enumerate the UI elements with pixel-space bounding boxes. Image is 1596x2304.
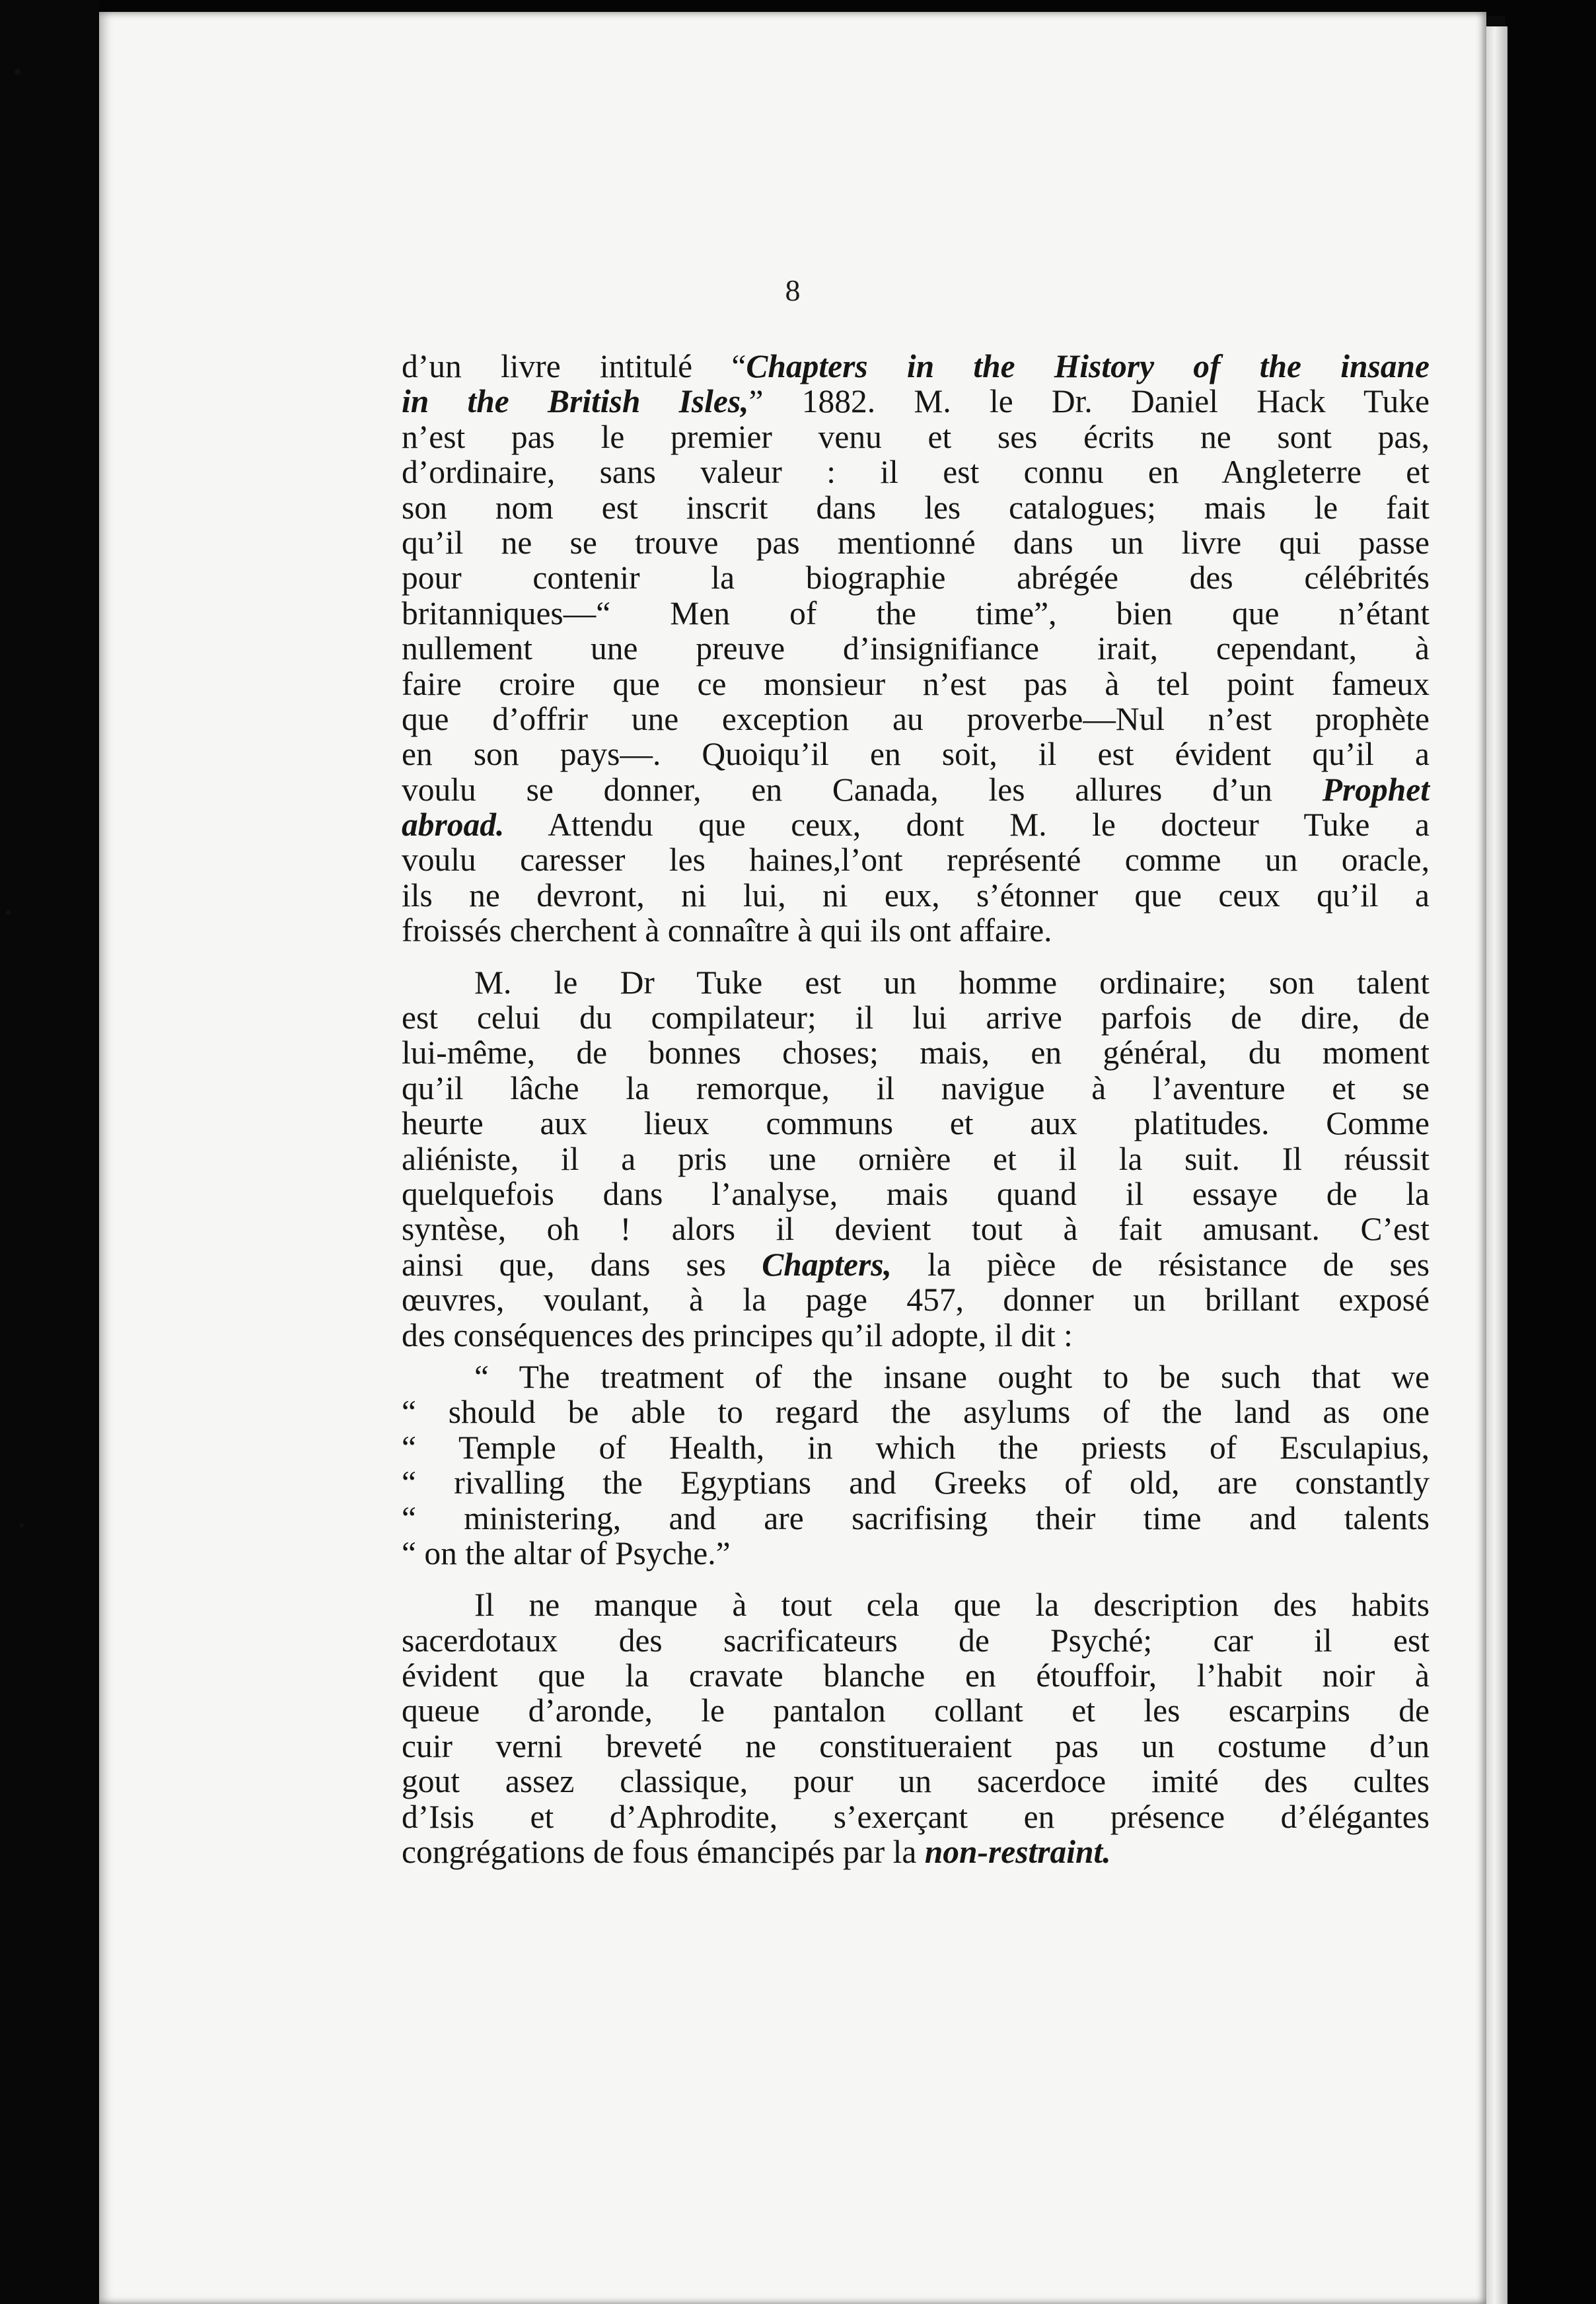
text-line	[402, 1318, 1430, 1353]
text-run: qu’il lâche la remorque, il navigue à l’aventure et se	[402, 1069, 1430, 1106]
text-run: “ should be able to regard the asylums of the land as one	[402, 1394, 1430, 1431]
text-run: d’Isis et d’Aphrodite, s’exerçant en présence d’élégantes	[402, 1798, 1430, 1835]
text-run: congrégations de fous émancipés par la	[402, 1834, 925, 1871]
scan-speck	[15, 69, 20, 75]
text-line	[402, 1071, 1430, 1106]
text-run: son nom est inscrit dans les catalogues; mais le fait	[402, 489, 1430, 526]
text-line	[402, 596, 1430, 631]
text-run: en son pays—. Quoiqu’il en soit, il est évident qu’il a	[402, 736, 1430, 773]
text-run: cuir verni breveté ne constitueraient pas un costume d’un	[402, 1727, 1430, 1764]
text-line	[402, 631, 1430, 666]
text-run: faire croire que ce monsieur n’est pas à tel point fameux	[402, 665, 1430, 702]
scan-speck	[6, 910, 11, 915]
paragraph	[402, 965, 1430, 1353]
scanned-page	[99, 12, 1486, 2304]
text-run: lui-même, de bonnes choses; mais, en général, du moment	[402, 1034, 1430, 1071]
italic-text: non-restraint.	[924, 1834, 1111, 1871]
text-run: aliéniste, il a pris une ornière et il la suit. Il réussit	[402, 1140, 1430, 1177]
text-line	[402, 965, 1430, 1000]
text-run: ils ne devront, ni lui, ni eux, s’étonner que ceux qu’il a	[402, 877, 1430, 914]
text-run: évident que la cravate blanche en étouffoir, l’habit noir à	[402, 1657, 1430, 1694]
text-line	[402, 1693, 1430, 1728]
text-run: “ on the altar of Psyche.”	[402, 1534, 731, 1571]
scan-border-right	[1505, 0, 1596, 2304]
text-run: voulu se donner, en Canada, les allures d’un	[402, 771, 1323, 808]
text-line	[402, 1658, 1430, 1693]
text-line	[402, 1035, 1430, 1070]
scan-border-left	[0, 0, 99, 2304]
scan-speck	[20, 1523, 24, 1527]
text-line	[402, 384, 1430, 419]
text-line	[402, 1465, 1430, 1500]
text-run: quelquefois dans l’analyse, mais quand il essaye de la	[402, 1175, 1430, 1212]
page-number: 8	[785, 273, 801, 307]
text-line	[402, 419, 1430, 454]
text-line	[402, 1501, 1430, 1536]
text-line	[402, 913, 1430, 948]
text-run: froissés cherchent à connaître à qui ils ont affaire.	[402, 912, 1052, 949]
text-line	[402, 878, 1430, 913]
text-run: d’ordinaire, sans valeur : il est connu en Angleterre et	[402, 454, 1430, 491]
text-line	[402, 1394, 1430, 1429]
text-line	[402, 1536, 1430, 1571]
text-line	[402, 1247, 1430, 1282]
text-line	[402, 666, 1430, 702]
text-line	[402, 807, 1430, 842]
text-line	[402, 1359, 1430, 1394]
text-line	[402, 454, 1430, 489]
text-line	[402, 1141, 1430, 1176]
text-run: “ rivalling the Egyptians and Greeks of old, are constantly	[402, 1464, 1430, 1501]
text-run: d’un livre intitulé “	[402, 348, 746, 384]
text-run: n’est pas le premier venu et ses écrits ne sont pas,	[402, 418, 1430, 455]
text-run: pour contenir la biographie abrégée des célébrités	[402, 559, 1430, 596]
text-line	[402, 842, 1430, 877]
text-run: heurte aux lieux communs et aux platitudes. Comme	[402, 1105, 1430, 1142]
italic-text: in the British Isles,	[402, 383, 749, 420]
paragraph-gap	[402, 1571, 1430, 1587]
italic-text: Prophet	[1322, 771, 1430, 808]
paragraph-gap	[402, 949, 1430, 965]
text-run: M. le Dr Tuke est un homme ordinaire; son talent	[474, 964, 1430, 1001]
italic-text: abroad.	[402, 807, 505, 844]
text-run: des conséquences des principes qu’il adopte, il dit :	[402, 1316, 1073, 1353]
text-line	[402, 1834, 1430, 1869]
text-run: gout assez classique, pour un sacerdoce imité des cultes	[402, 1763, 1430, 1800]
text-run: “ The treatment of the insane ought to be such that we	[474, 1358, 1430, 1395]
text-line	[402, 772, 1430, 807]
page-edge	[1486, 26, 1507, 2304]
text-line	[402, 1587, 1430, 1622]
text-line	[402, 1729, 1430, 1764]
quotation	[402, 1359, 1430, 1571]
text-run: ” 1882. M. le Dr. Daniel Hack Tuke	[748, 383, 1430, 420]
text-run: que d’offrir une exception au proverbe—Nul n’est prophète	[402, 700, 1430, 737]
body-text	[402, 349, 1430, 1869]
text-run: nullement une preuve d’insignifiance irait, cependant, à	[402, 630, 1430, 667]
text-line	[402, 1282, 1430, 1317]
text-line	[402, 560, 1430, 595]
paragraph	[402, 1587, 1430, 1869]
text-run: la pièce de résistance de ses	[891, 1246, 1430, 1283]
text-run: britanniques—“ Men of the time”, bien que n’étant	[402, 594, 1430, 631]
text-run: Attendu que ceux, dont M. le docteur Tuke a	[504, 807, 1430, 844]
text-run: ainsi que, dans ses	[402, 1246, 762, 1283]
text-run: voulu caresser les haines,l’ont représenté comme un oracle,	[402, 842, 1430, 879]
text-line	[402, 490, 1430, 525]
text-run: Il ne manque à tout cela que la description des habits	[474, 1587, 1430, 1624]
text-line	[402, 1623, 1430, 1658]
text-run: “ ministering, and are sacrifising their time and talents	[402, 1499, 1430, 1536]
text-line	[402, 1176, 1430, 1211]
text-run: syntèse, oh ! alors il devient tout à fait amusant. C’est	[402, 1211, 1430, 1248]
text-line	[402, 1000, 1430, 1035]
text-line	[402, 349, 1430, 384]
paragraph	[402, 349, 1430, 949]
text-run: queue d’aronde, le pantalon collant et les escarpins de	[402, 1692, 1430, 1729]
text-line	[402, 1106, 1430, 1141]
text-run: est celui du compilateur; il lui arrive parfois de dire, de	[402, 999, 1430, 1036]
text-line	[402, 1211, 1430, 1246]
text-line	[402, 1799, 1430, 1834]
text-run: œuvres, voulant, à la page 457, donner un brillant exposé	[402, 1281, 1430, 1318]
italic-text: Chapters,	[762, 1246, 892, 1283]
text-line	[402, 1764, 1430, 1799]
text-line	[402, 1430, 1430, 1465]
text-run: sacerdotaux des sacrificateurs de Psyché; car il est	[402, 1622, 1430, 1659]
text-line	[402, 702, 1430, 737]
text-run: qu’il ne se trouve pas mentionné dans un livre qui passe	[402, 524, 1430, 561]
italic-text: Chapters in the History of the insane	[746, 348, 1430, 384]
text-run: “ Temple of Health, in which the priests of Esculapius,	[402, 1429, 1430, 1466]
text-line	[402, 737, 1430, 772]
text-line	[402, 525, 1430, 560]
